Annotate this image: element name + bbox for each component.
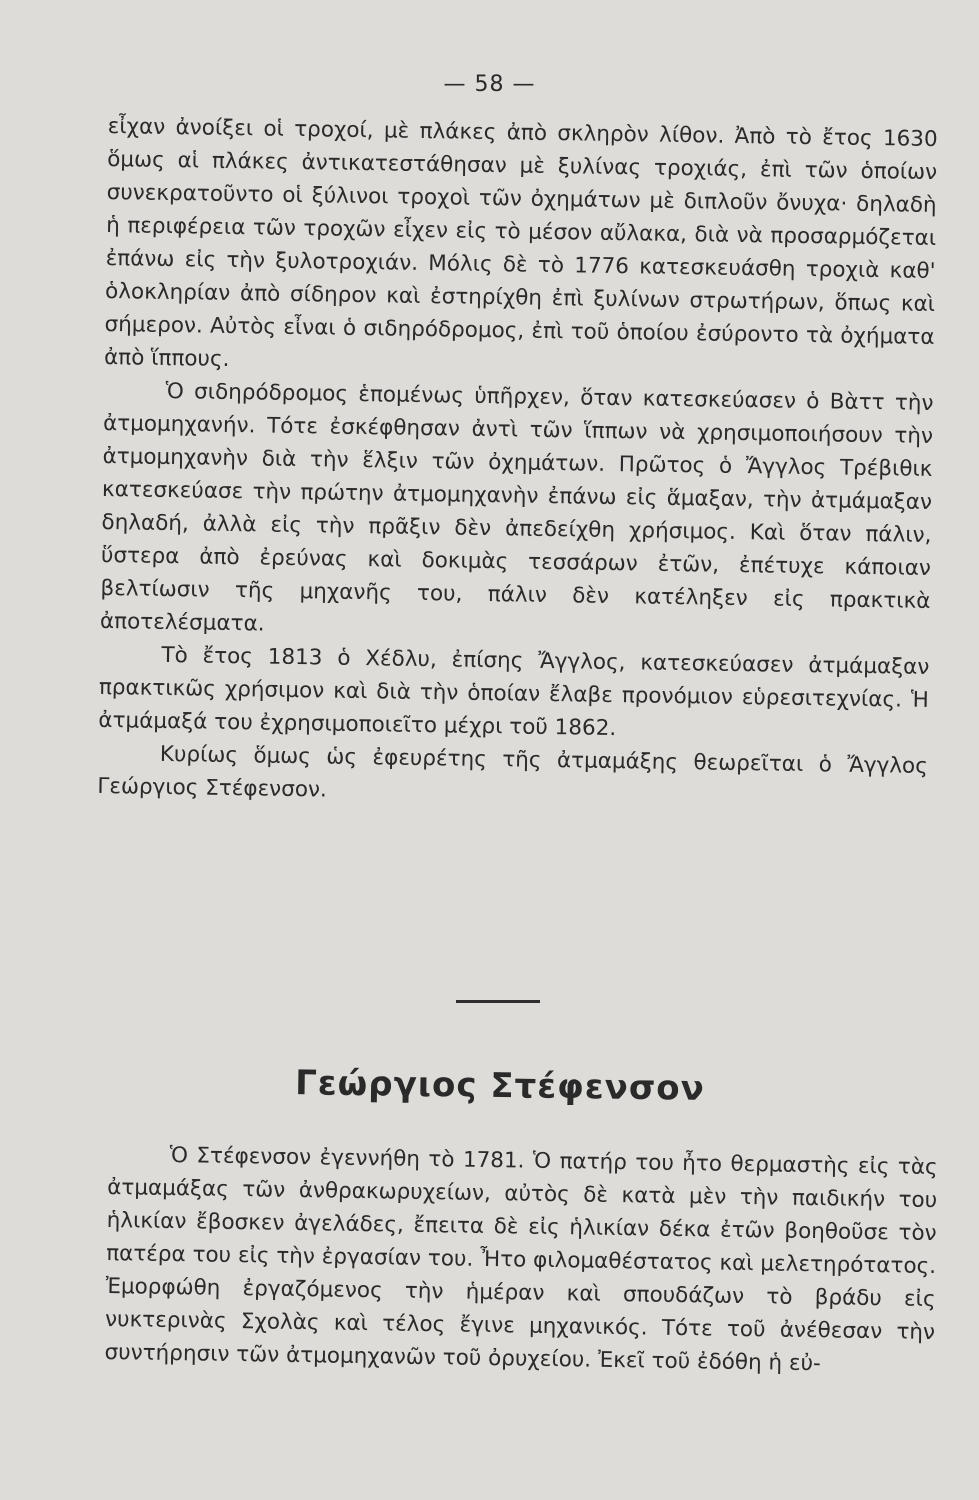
chapter-title: Γεώργιος Στέφενσον bbox=[294, 1063, 706, 1109]
body-text-top bbox=[97, 110, 938, 816]
paragraph: Κυρίως ὅμως ὡς ἐφευρέτης τῆς ἀτμαμάξης θεωρεῖται ὁ Ἄγγλος Γεώργιος Στέφενσον. bbox=[97, 741, 928, 803]
paragraph: Τὸ ἔτος 1813 ὁ Χέδλυ, ἐπίσης Ἄγγλος, κατεσκεύασεν ἀτμάμαξαν πρακτικῶς χρήσιμον καὶ διὰ τὴν ὁποίαν ἔλαβε προνόμιον εὑρεσιτεχνίας. Ἡ ἀτμάμαξά του ἐχρησιμοποιεῖτο μέχρι τοῦ 1862. bbox=[98, 642, 930, 742]
body-text-bottom bbox=[104, 1138, 938, 1382]
section-divider bbox=[456, 1000, 540, 1003]
paragraph: Ὁ Στέφενσον ἐγεννήθη τὸ 1781. Ὁ πατήρ του ἦτο θερμαστὴς εἰς τὰς ἀτμαμάξας τῶν ἀνθρακωρυχείων, αὐτὸς δὲ κατὰ μὲν τὴν παιδικήν του ἡλικίαν ἔβοσκεν ἀγελάδες, ἔπειτα δὲ εἰς ἡλικίαν δέκα ἐτῶν βοηθοῦσε τὸν πατέρα του εἰς τὴν ἐργασίαν του. Ἦτο φιλομαθέστατος καὶ μελετηρότατος. Ἐμορφώθη ἐργαζόμενος τὴν ἡμέραν καὶ σπουδάζων τὸ βράδυ εἰς νυκτερινὰς Σχολὰς καὶ τέλος ἔγινε μηχανικός. Τότε τοῦ ἀνέθεσαν τὴν συντήρησιν τῶν ἀτμομηχανῶν τοῦ ὀρυχείου. Ἐκεῖ τοῦ ἐδόθη ἡ εὐ- bbox=[104, 1142, 938, 1377]
paragraph: Ὁ σιδηρόδρομος ἑπομένως ὑπῆρχεν, ὅταν κατεσκεύασεν ὁ Βὰττ τὴν ἀτμομηχανήν. Τότε ἐσκέφθησαν ἀντὶ τῶν ἵππων νὰ χρησιμοποιήσουν τὴν ἀτμομηχανὴν διὰ τὴν ἕλξιν τῶν ὀχημάτων. Πρῶτος ὁ Ἄγγλος Τρέβιθικ κατεσκεύασε τὴν πρώτην ἀτμομηχανὴν ἐπάνω εἰς ἅμαξαν, τὴν ἀτμάμαξαν δηλαδή, ἀλλὰ εἰς τὴν πρᾶξιν δὲν ἀπεδείχθη χρήσιμος. Καὶ ὅταν πάλιν, ὕστερα ἀπὸ ἐρεύνας καὶ δοκιμὰς τεσσάρων ἐτῶν, ἐπέτυχε κάποιαν βελτίωσιν τῆς μηχανῆς του, πάλιν δὲν κατέληξεν εἰς πρακτικὰ ἀποτελέσματα. bbox=[99, 378, 934, 637]
page-number: — 58 — bbox=[443, 72, 536, 97]
paragraph: εἶχαν ἀνοίξει οἱ τροχοί, μὲ πλάκες ἀπὸ σκληρὸν λίθον. Ἀπὸ τὸ ἔτος 1630 ὅμως αἱ πλάκες ἀντικατεστάθησαν μὲ ξυλίνας τροχιάς, ἐπὶ τῶν ὁποίων συνεκρατοῦντο οἱ ξύλινοι τροχοὶ τῶν ὀχημάτων μὲ διπλοῦν ὄνυχα· δηλαδὴ ἡ περιφέρεια τῶν τροχῶν εἶχεν εἰς τὸ μέσον αὔλακα, διὰ νὰ προσαρμόζεται ἐπάνω εἰς τὴν ξυλοτροχιάν. Μόλις δὲ τὸ 1776 κατεσκευάσθη τροχιὰ καθ' ὁλοκληρίαν ἀπὸ σίδηρον καὶ ἐστηρίχθη ἐπὶ ξυλίνων στρωτήρων, ὅπως καὶ σήμερον. Αὐτὸς εἶναι ὁ σιδηρόδρομος, ἐπὶ τοῦ ὁποίου ἐσύροντο τὰ ὀχήματα ἀπὸ ἵππους. bbox=[103, 113, 938, 372]
